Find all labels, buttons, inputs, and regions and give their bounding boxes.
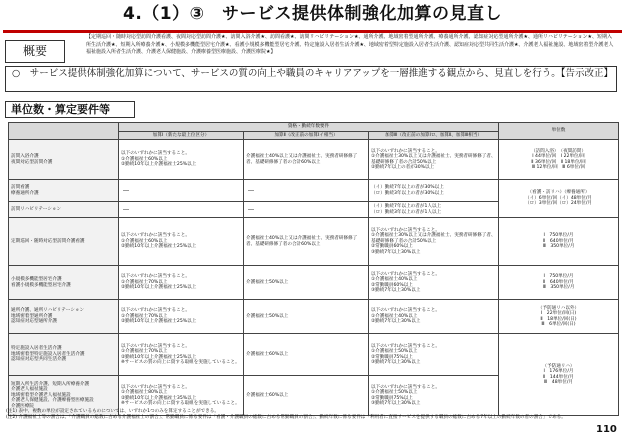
row-kasan-2-cell: 介護福祉士60%以上 (244, 334, 369, 376)
summary-label: 概要 (5, 40, 65, 63)
page-number: 110 (596, 424, 617, 435)
row-units-cell: （訪問入浴） （夜間訪問） Ⅰ 44単位/回 Ⅰ 22単位/回 Ⅱ 36単位/回 Ⅱ 18単位/回 Ⅲ 12単位/回 Ⅲ 6単位/回 (499, 140, 619, 180)
row-units-cell: （予防通リハ） Ⅰ 176単位/月 Ⅱ 144単位/月 Ⅲ 48単位/月 (499, 334, 619, 416)
row-kasan-1-cell: 以下のいずれかに該当すること。 ①介護福祉士60%以上 ②勤続10年以上介護福祉士25%以上 (119, 218, 244, 266)
table-row (9, 140, 619, 180)
row-kasan-3-cell: 以下のいずれかに該当すること。 ①介護福祉士50%以上 ②常勤職員75%以上 ③勤続7年以上30%以上 (369, 334, 499, 376)
row-kasan-1-cell: 以下のいずれかに該当すること。 ①介護福祉士70%以上 ②勤続10年以上介護福祉士25%以上 ※サービスの質の向上に資する取組を実施していること。 (119, 334, 244, 376)
table-row (9, 180, 619, 202)
row-service-cell: 通所介護、通所リハビリテーション 地域密着型通所介護 認知症対応型通所介護 (9, 300, 119, 334)
row-kasan-1-cell: 以下のいずれかに該当すること。 ①介護福祉士80%以上 ②勤続10年以上介護福祉士35%以上 ※サービスの質の向上に資する取組を実施していること。 (119, 376, 244, 416)
row-service-cell: 短期入所生活介護、短期入所療養介護 介護老人福祉施設 地域密着型介護老人福祉施設 介護老人保健施設、介護療養型医療施設 介護医療院 (9, 376, 119, 416)
row-service-cell: 定期巡回・随時対応型訪問介護看護 (9, 218, 119, 266)
table-body (9, 140, 619, 416)
title-underline (3, 30, 622, 33)
row-kasan-1-cell: ― (119, 180, 244, 202)
row-units-cell: Ⅰ 750単位/月 Ⅱ 640単位/月 Ⅲ 350単位/月 (499, 218, 619, 266)
row-kasan-2-cell: 介護福祉士40%以上又は介護福祉士、実務者研修修了者、基礎研修修了者の合計60%以上 (244, 140, 369, 180)
row-kasan-2-cell: 介護福祉士40%以上又は介護福祉士、実務者研修修了者、基礎研修修了者の合計60%以上 (244, 218, 369, 266)
units-header: 単位数 (499, 123, 619, 140)
row-service-cell: 特定施設入居者生活介護 地域密着型特定施設入居者生活介護 認知症対応型共同生活介護 (9, 334, 119, 376)
row-kasan-1-cell: ― (119, 202, 244, 218)
table-row (9, 300, 619, 334)
row-kasan-2-cell: ― (244, 202, 369, 218)
table-corner-header (9, 123, 119, 140)
row-kasan-1-cell: 以下のいずれかに該当すること。 ①介護福祉士70%以上 ②勤続10年以上介護福祉士25%以上 (119, 300, 244, 334)
row-kasan-2-cell: 介護福祉士50%以上 (244, 266, 369, 300)
row-units-cell: （看護・訪リハ）（療養通所） （イ）6単位/回（イ）48単位/月 （ロ）3単位/回（ロ）24単位/月 (499, 180, 619, 218)
row-kasan-2-cell: ― (244, 180, 369, 202)
footnotes (6, 409, 596, 421)
row-kasan-2-cell: 介護福祉士50%以上 (244, 300, 369, 334)
row-service-cell: 小規模多機能型居宅介護 看護小規模多機能型居宅介護 (9, 266, 119, 300)
description-box: ○ サービス提供体制強化加算について、サービスの質の向上や職員のキャリアアップを一層推進する観点から、見直しを行う。【告示改正】 (5, 66, 617, 92)
row-service-cell: 訪問看護 療養通所介護 (9, 180, 119, 202)
footnote-1: (注1) 表中、複数の単位が設定されているものについては、いずれか1つのみを算定することができる。 (6, 409, 219, 414)
requirements-table-wrap (8, 122, 618, 408)
row-kasan-3-cell: 以下のいずれかに該当すること。 ①介護福祉士50%以上 ②常勤職員75%以上 ③勤続7年以上30%以上 (369, 376, 499, 416)
row-service-cell: 訪問入浴介護 夜間対応型訪問介護 (9, 140, 119, 180)
page-title: 4.（1）③ サービス提供体制強化加算の見直し (122, 4, 502, 24)
requirements-header: 資格・勤続年数要件 (119, 123, 499, 132)
unit-requirements-label: 単位数・算定要件等 (5, 101, 135, 118)
row-kasan-2-cell: 介護福祉士60%以上 (244, 376, 369, 416)
row-kasan-1-cell: 以下のいずれかに該当すること。 ①介護福祉士60%以上 ②勤続10年以上介護福祉士25%以上 (119, 140, 244, 180)
row-kasan-3-cell: 以下のいずれかに該当すること。 ①介護福祉士40%以上 ②常勤職員60%以上 ③勤続7年以上30%以上 (369, 266, 499, 300)
row-kasan-1-cell: 以下のいずれかに該当すること。 ①介護福祉士70%以上 ②勤続10年以上介護福祉士25%以上 (119, 266, 244, 300)
row-kasan-3-cell: 以下のいずれかに該当すること。 ①介護福祉士30%以上又は介護福祉士、実務者研修修了者、基礎研修修了者の合計50%以上 ②常勤職員60%以上 ③勤続7年以上30%以上 (369, 218, 499, 266)
footnote-2: (注2) 介護福祉士等の割合は、「介護職員の総数に占める介護福祉士の割合」、常勤職員に係る要件は「看護・介護職員の総数に占める常勤職員の割合」、勤続年数に係る要件は「利用者に直接サービスを提供する職員の総数に占める7年以上の勤続年数の者の割合」である。 (6, 415, 566, 420)
services-list: 【定期巡回・随時対応型訪問介護看護、夜間対応型訪問介護★、訪問入浴介護★、訪問看護★、訪問リハビリテーション★、通所介護、地域密着型通所介護、療養通所介護、認知症対応型通所介護★、通所リハビリテーション★、短期入所生活介護★、短期入所療養介護★、小規模多機能型居宅介護★、看護小規模多機能型居宅介護、特定施設入居者生活介護★、地域密着型特定施設入居者生活介護、認知症対応型共同生活介護★、介護老人福祉施設、地域密着型介護老人福祉施設入所者生活介護、介護老人保健施設、介護療養型医療施設、介護医療院★】 (86, 34, 614, 55)
row-kasan-3-cell: （イ）勤続7年以上の者が1人以上 （ロ）勤続3年以上の者が1人以上 (369, 202, 499, 218)
table-row (9, 266, 619, 300)
col-header-kasan-2: 加算Ⅱ（改正前の加算Ⅰイ相当） (244, 131, 369, 140)
requirements-table (8, 122, 619, 416)
table-row (9, 334, 619, 376)
col-header-kasan-1: 加算Ⅰ（新たな最上位区分） (119, 131, 244, 140)
row-units-cell: （予防通リハ以外） Ⅰ 22単位/回(日) Ⅱ 18単位/回(日) Ⅲ 6単位/回(日) (499, 300, 619, 334)
table-row (9, 218, 619, 266)
row-kasan-3-cell: 以下のいずれかに該当すること。 ①介護福祉士40%以上 ②勤続7年以上30%以上 (369, 300, 499, 334)
row-service-cell: 訪問リハビリテーション (9, 202, 119, 218)
row-kasan-3-cell: （イ）勤続7年以上の者が30%以上 （ロ）勤続3年以上の者が30%以上 (369, 180, 499, 202)
row-units-cell: Ⅰ 750単位/月 Ⅱ 640単位/月 Ⅲ 350単位/月 (499, 266, 619, 300)
col-header-kasan-3: 加算Ⅲ（改正前の加算Ⅰロ、加算Ⅱ、加算Ⅲ相当） (369, 131, 499, 140)
row-kasan-3-cell: 以下のいずれかに該当すること。 ①介護福祉士30%以上又は介護福祉士、実務者研修修了者、基礎研修修了者の合計50%以上 ②勤続7年以上の者が30%以上 (369, 140, 499, 180)
